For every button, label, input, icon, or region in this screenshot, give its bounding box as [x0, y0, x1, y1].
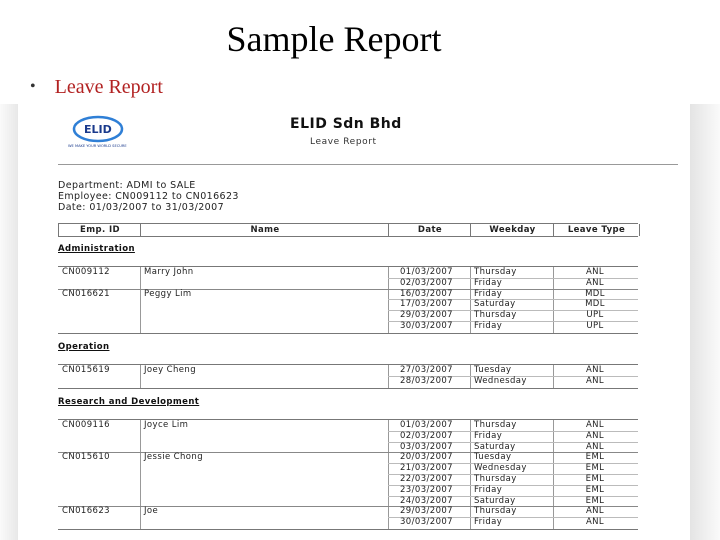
leave-type-cell: ANL [585, 420, 605, 430]
elid-logo [68, 114, 158, 150]
emp-id-cell: CN016621 [62, 288, 110, 299]
leave-type-cell: MDL [585, 299, 605, 310]
logo-text: ELID [84, 123, 112, 136]
shadow-left [0, 104, 18, 540]
section-title: Research and Development [58, 397, 200, 407]
section-title: Operation [58, 342, 110, 352]
column-divider [140, 420, 141, 529]
leave-type-cell: ANL [585, 441, 605, 452]
emp-id-cell: CN015619 [62, 365, 110, 375]
date-cell: 01/03/2007 [400, 267, 453, 277]
weekday-cell: Friday [474, 288, 503, 299]
col-weekday: Weekday [470, 224, 554, 236]
emp-name-cell: Peggy Lim [144, 288, 192, 299]
section-table [58, 266, 638, 334]
weekday-cell: Thursday [474, 420, 517, 430]
bullet-dot: • [30, 78, 36, 95]
leave-type-cell: ANL [585, 517, 605, 528]
leave-type-cell: EML [585, 484, 605, 495]
employee-range: Employee: CN009112 to CN016623 [58, 191, 239, 202]
column-divider [140, 267, 141, 333]
emp-name-cell: Joyce Lim [144, 420, 189, 430]
date-cell: 21/03/2007 [400, 463, 453, 474]
leave-type-cell: EML [585, 452, 605, 463]
emp-id-cell: CN009116 [62, 420, 110, 430]
emp-id-cell: CN015610 [62, 452, 110, 463]
emp-name-cell: Joe [144, 506, 159, 517]
weekday-cell: Thursday [474, 310, 517, 321]
weekday-cell: Friday [474, 430, 503, 441]
col-emp-id: Emp. ID [58, 224, 141, 236]
weekday-cell: Thursday [474, 506, 517, 517]
table-header [58, 223, 638, 237]
date-cell: 01/03/2007 [400, 420, 453, 430]
leave-type-cell: MDL [585, 288, 605, 299]
date-cell: 29/03/2007 [400, 310, 453, 321]
col-date: Date [388, 224, 471, 236]
date-cell: 16/03/2007 [400, 288, 453, 299]
weekday-cell: Friday [474, 484, 503, 495]
weekday-cell: Saturday [474, 299, 516, 310]
bullet-item [30, 76, 163, 99]
date-range: Date: 01/03/2007 to 31/03/2007 [58, 202, 225, 213]
emp-name-cell: Marry John [144, 267, 194, 277]
weekday-cell: Friday [474, 517, 503, 528]
date-cell: 03/03/2007 [400, 441, 453, 452]
weekday-cell: Friday [474, 277, 503, 288]
weekday-cell: Tuesday [474, 365, 512, 375]
section-title: Administration [58, 244, 135, 254]
header-rule [58, 164, 678, 165]
date-cell: 02/03/2007 [400, 277, 453, 288]
date-cell: 23/03/2007 [400, 484, 453, 495]
leave-type-cell: ANL [585, 277, 605, 288]
section-table [58, 364, 638, 389]
weekday-cell: Wednesday [474, 375, 527, 386]
weekday-cell: Thursday [474, 474, 517, 484]
emp-id-cell: CN009112 [62, 267, 110, 277]
leave-type-cell: UPL [586, 310, 604, 321]
report-subtitle: Leave Report [310, 137, 377, 147]
col-name: Name [140, 224, 389, 236]
date-cell: 20/03/2007 [400, 452, 453, 463]
date-cell: 17/03/2007 [400, 299, 453, 310]
weekday-cell: Wednesday [474, 463, 527, 474]
weekday-cell: Friday [474, 321, 503, 331]
date-cell: 02/03/2007 [400, 430, 453, 441]
leave-type-cell: ANL [585, 365, 605, 375]
column-divider [140, 365, 141, 388]
date-cell: 27/03/2007 [400, 365, 453, 375]
department-range: Department: ADMI to SALE [58, 180, 196, 191]
date-cell: 22/03/2007 [400, 474, 453, 484]
company-name: ELID Sdn Bhd [290, 116, 402, 132]
emp-name-cell: Jessie Chong [144, 452, 203, 463]
emp-name-cell: Joey Cheng [144, 365, 197, 375]
logo-tagline: WE MAKE YOUR WORLD SECURE [68, 144, 127, 148]
leave-type-cell: UPL [586, 321, 604, 331]
date-cell: 30/03/2007 [400, 517, 453, 528]
emp-id-cell: CN016623 [62, 506, 110, 517]
leave-type-cell: EML [585, 495, 605, 506]
report-page [18, 104, 690, 540]
leave-type-cell: EML [585, 474, 605, 484]
weekday-cell: Saturday [474, 495, 516, 506]
weekday-cell: Saturday [474, 441, 516, 452]
leave-type-cell: ANL [585, 506, 605, 517]
date-cell: 29/03/2007 [400, 506, 453, 517]
weekday-cell: Thursday [474, 267, 517, 277]
date-cell: 24/03/2007 [400, 495, 453, 506]
section-table [58, 419, 638, 530]
shadow-right [690, 104, 720, 540]
leave-type-cell: ANL [585, 430, 605, 441]
leave-type-cell: ANL [585, 267, 605, 277]
date-cell: 28/03/2007 [400, 375, 453, 386]
leave-type-cell: EML [585, 463, 605, 474]
date-cell: 30/03/2007 [400, 321, 453, 331]
weekday-cell: Tuesday [474, 452, 512, 463]
col-leave-type: Leave Type [553, 224, 640, 236]
report-document [18, 104, 690, 540]
slide-title: Sample Report [226, 19, 442, 59]
leave-type-cell: ANL [585, 375, 605, 386]
bullet-text: Leave Report [54, 76, 163, 98]
